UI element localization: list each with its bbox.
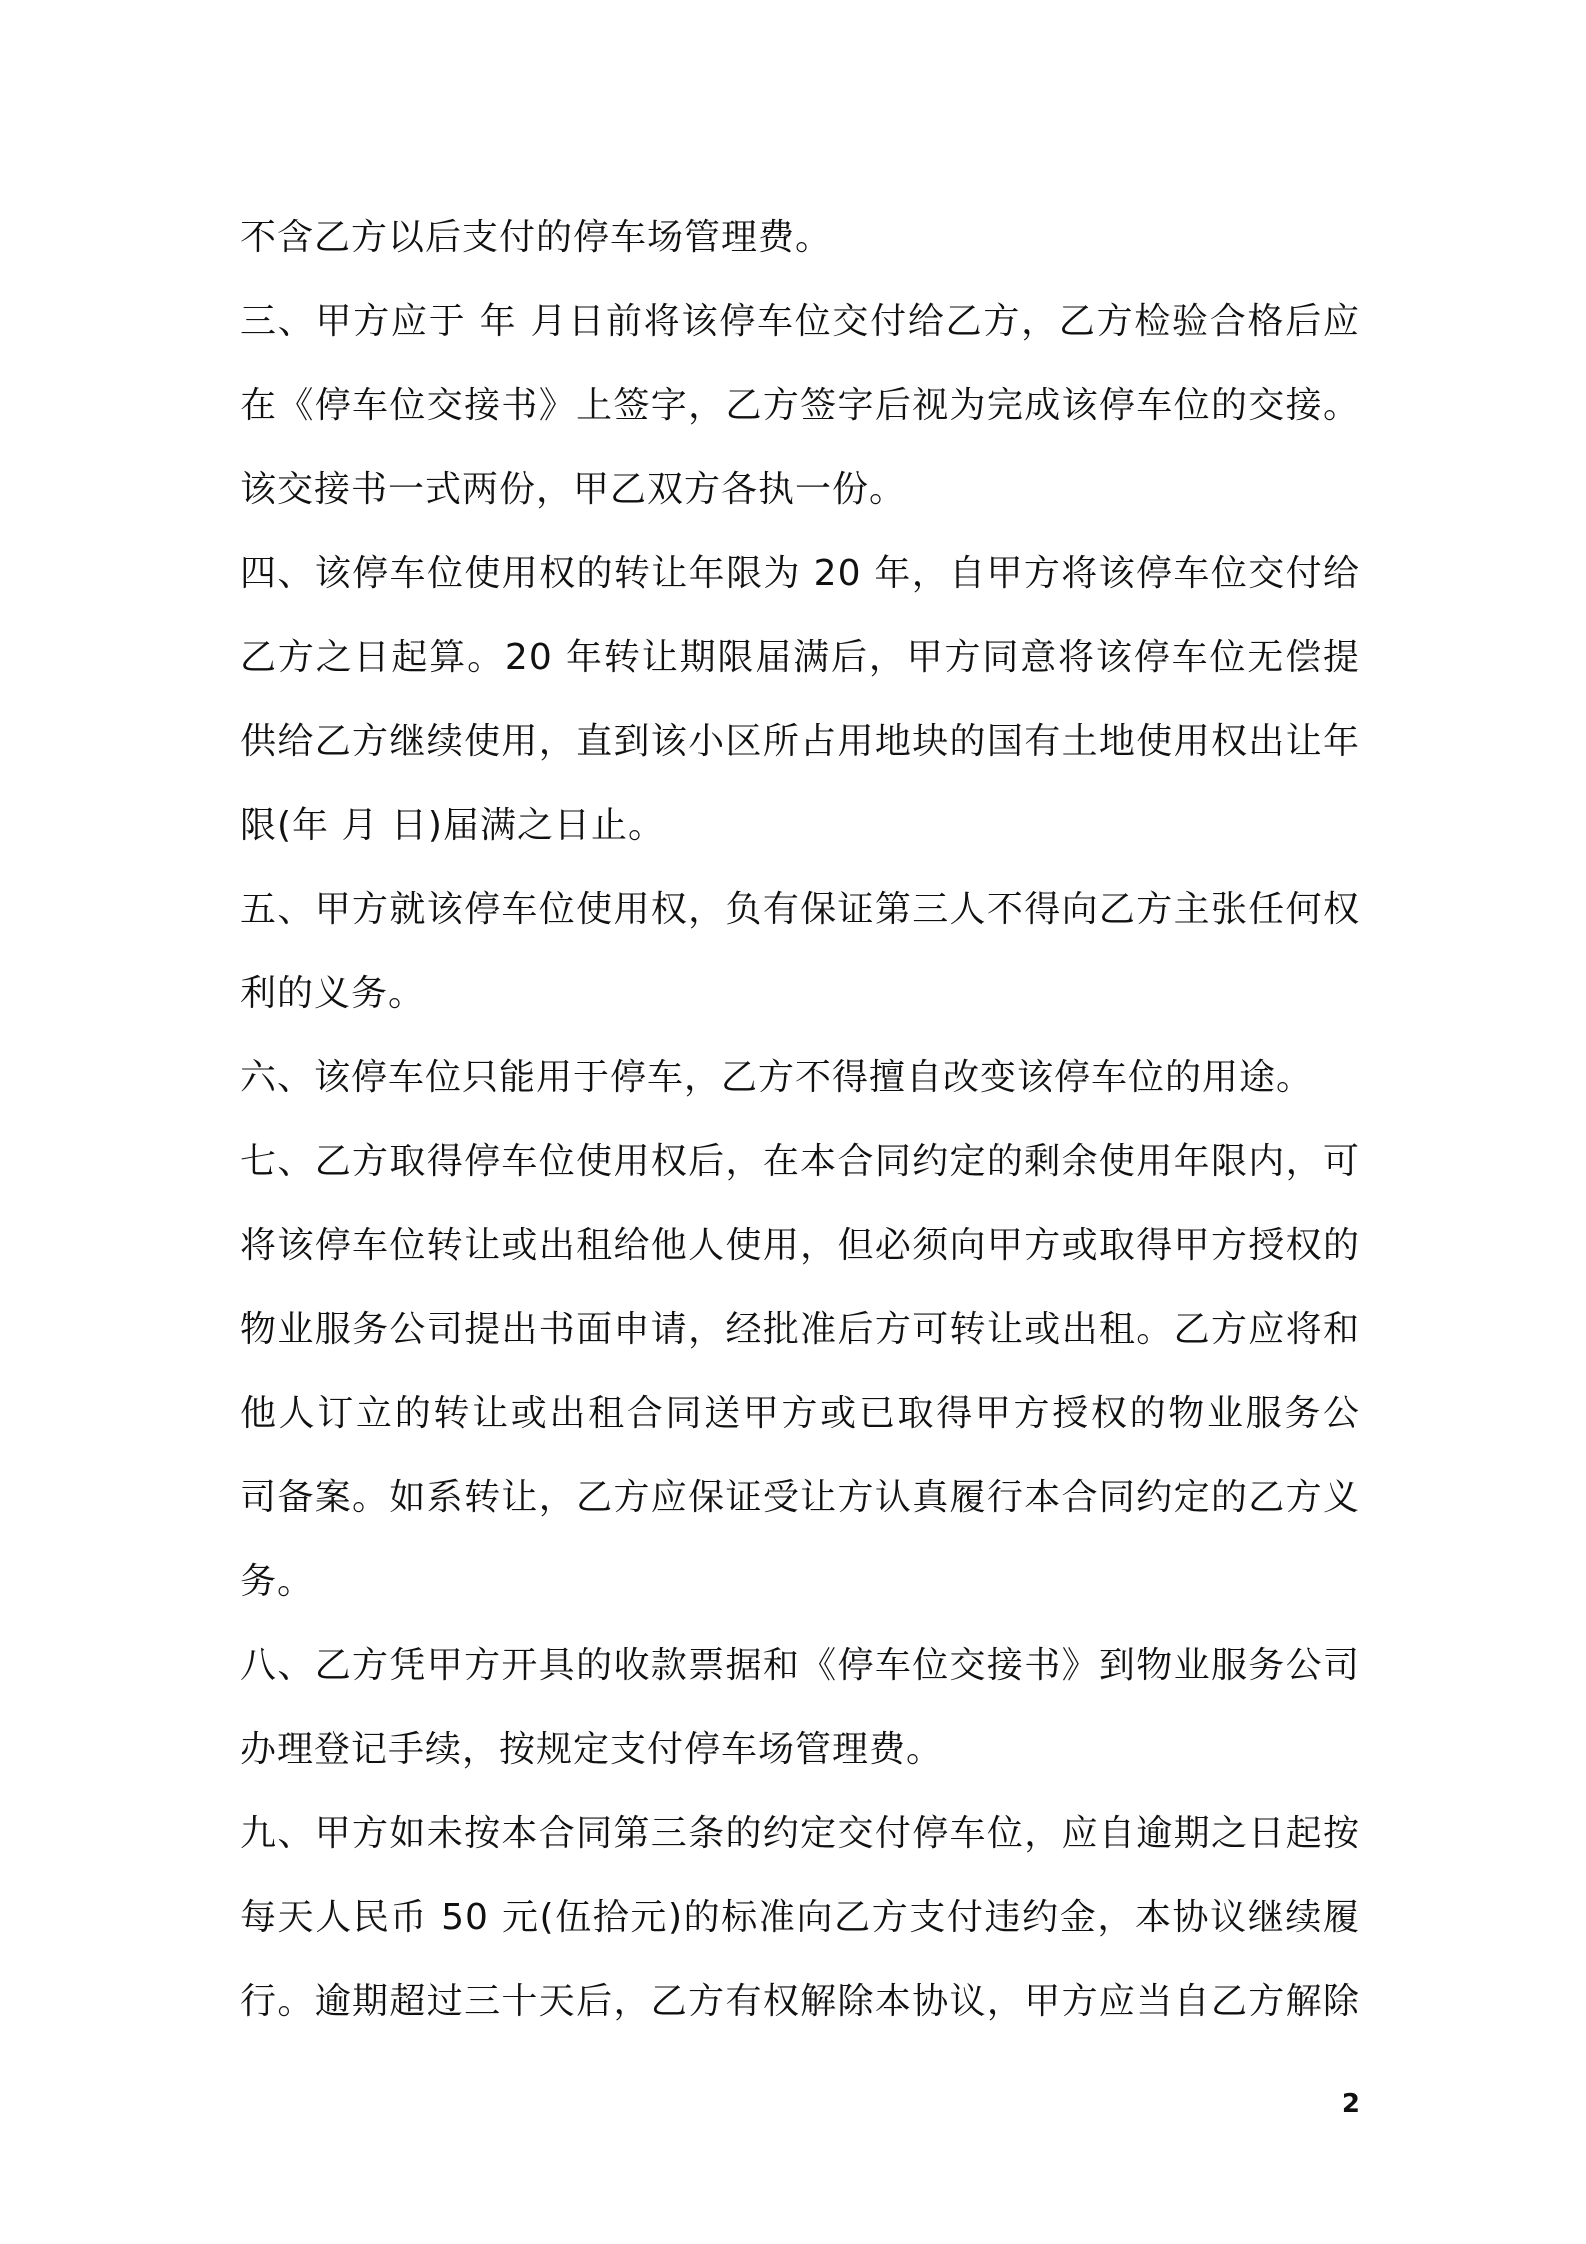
text-line: 四、该停车位使用权的转让年限为 20 年，自甲方将该停车位交付给	[240, 553, 1360, 594]
text-line: 行。逾期超过三十天后，乙方有权解除本协议，甲方应当自乙方解除	[240, 1981, 1360, 2022]
text-line: 在《停车位交接书》上签字，乙方签字后视为完成该停车位的交接。	[240, 385, 1360, 426]
text-line: 七、乙方取得停车位使用权后，在本合同约定的剩余使用年限内，可	[240, 1141, 1360, 1182]
text-line: 供给乙方继续使用，直到该小区所占用地块的国有土地使用权出让年	[240, 721, 1360, 762]
text-line: 该交接书一式两份，甲乙双方各执一份。	[240, 469, 907, 510]
page-number: 2	[1341, 2089, 1360, 2119]
text-line: 限(年 月 日)届满之日止。	[240, 805, 665, 846]
text-line: 五、甲方就该停车位使用权，负有保证第三人不得向乙方主张任何权	[240, 889, 1360, 930]
text-line: 物业服务公司提出书面申请，经批准后方可转让或出租。乙方应将和	[240, 1309, 1360, 1350]
text-line: 不含乙方以后支付的停车场管理费。	[240, 217, 833, 258]
text-line: 将该停车位转让或出租给他人使用，但必须向甲方或取得甲方授权的	[240, 1225, 1360, 1266]
text-line: 六、该停车位只能用于停车，乙方不得擅自改变该停车位的用途。	[240, 1057, 1314, 1098]
text-line: 乙方之日起算。20 年转让期限届满后，甲方同意将该停车位无偿提	[240, 637, 1360, 678]
text-line: 务。	[240, 1561, 315, 1602]
text-line: 九、甲方如未按本合同第三条的约定交付停车位，应自逾期之日起按	[240, 1813, 1360, 1854]
text-line: 利的义务。	[240, 973, 426, 1014]
text-line: 他人订立的转让或出租合同送甲方或已取得甲方授权的物业服务公	[240, 1393, 1360, 1434]
text-line: 三、甲方应于 年 月日前将该停车位交付给乙方，乙方检验合格后应	[240, 301, 1360, 342]
text-line: 办理登记手续，按规定支付停车场管理费。	[240, 1729, 944, 1770]
text-line: 每天人民币 50 元(伍拾元)的标准向乙方支付违约金，本协议继续履	[240, 1897, 1360, 1938]
text-line: 八、乙方凭甲方开具的收款票据和《停车位交接书》到物业服务公司	[240, 1645, 1360, 1686]
document-body	[240, 196, 1360, 2044]
text-line: 司备案。如系转让，乙方应保证受让方认真履行本合同约定的乙方义	[240, 1477, 1360, 1518]
